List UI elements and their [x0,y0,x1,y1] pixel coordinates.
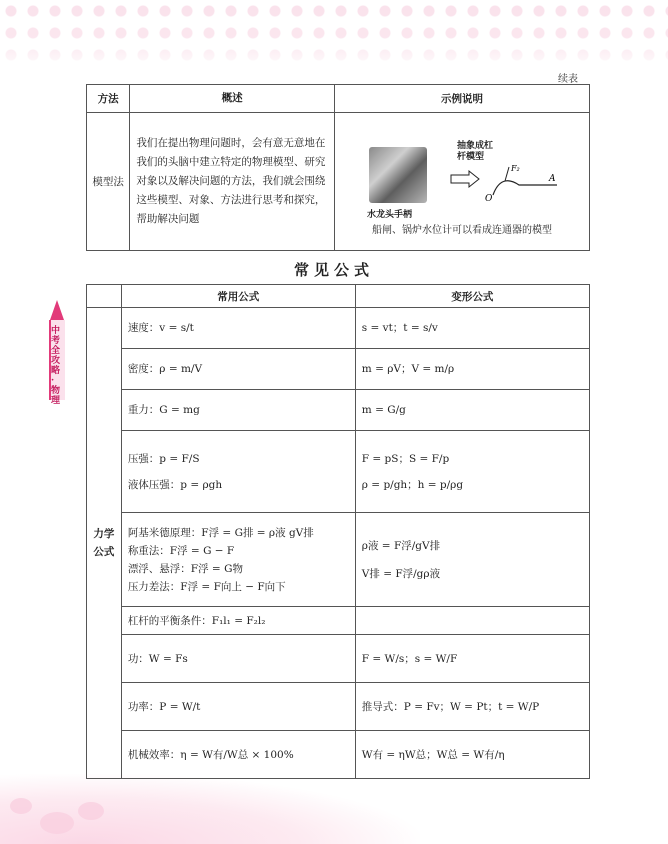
category-cell [87,308,122,779]
formula-cell [355,308,589,349]
method-description: 我们在提出物理问题时，会有意无意地在我们的头脑中建立特定的物理模型、研究对象以及解决问题的方法，我们就会围绕这些模型、对象、方法进行思考和探究，帮助解决问题 [130,113,335,251]
faucet-photo [369,147,427,203]
point-o: O [484,193,493,203]
table-row [87,607,590,635]
decorative-petal [78,802,104,820]
formula-text: F = W/s；s = W/F [361,652,458,665]
header-category [87,285,122,308]
formula-text: 压力差法：F浮 = F向上 − F向下 [127,580,286,593]
lever-curve [493,180,557,194]
side-tab-triangle [50,300,64,320]
faucet-label: 水龙头手柄 [366,209,412,220]
example-figure [347,133,577,236]
formula-text: ρ液 = F浮/gV排 [361,539,441,552]
formula-text: 功率：P = W/t [127,700,201,713]
formula-cell [121,731,355,779]
formula-text: W有 = ηW总；W总 = W有/η [361,748,505,761]
example-cell [334,113,589,251]
formula-cell [121,635,355,683]
decorative-petal [10,798,32,814]
decorative-flower-corner [0,774,420,844]
method-name: 模型法 [87,113,130,251]
table-row [87,513,590,607]
formula-text: 杠杆的平衡条件：F₁l₁ = F₂l₂ [127,614,266,627]
formula-text: s = vt；t = s/v [361,322,438,334]
formula-cell [121,513,355,607]
lever-model-label: 抽象成杠杆模型 [456,140,493,162]
formula-cell [355,607,589,635]
point-f2: F₂ [510,163,520,173]
formula-text: 称重法：F浮 = G − F [127,544,235,557]
header-derived-formula: 变形公式 [355,285,589,308]
formula-cell [355,683,589,731]
table-row [87,635,590,683]
table-row [87,731,590,779]
formula-cell [121,431,355,513]
formula-cell [355,635,589,683]
formula-table [86,284,590,779]
formula-text: 液体压强：p = ρgh [127,478,223,491]
formula-text: m = ρV；V = m/ρ [361,363,455,375]
methods-table-header-row [87,85,590,113]
section-title: 常见公式 [293,261,374,279]
side-tab-text: 中考全攻略·物理 [51,326,61,406]
methods-table [86,84,590,251]
formula-cell [355,731,589,779]
formula-text: 功：W = Fs [127,652,188,665]
formula-text: 密度：ρ = m/V [127,363,203,375]
formula-cell [355,390,589,431]
formula-text: V排 = F浮/gρ液 [361,567,441,580]
formula-text: 重力：G = mg [127,404,200,416]
table-row [87,349,590,390]
formula-cell [121,390,355,431]
force-arrow [505,167,509,181]
formula-text: m = G/g [361,404,406,416]
lever-model-diagram [449,163,569,203]
formula-text: F = pS；S = F/p [361,452,450,465]
example-caption: 船闸、锅炉水位计可以看成连通器的模型 [371,224,552,236]
category-label: 力学公式 [93,528,115,558]
table-row [87,390,590,431]
header-common-formula: 常用公式 [121,285,355,308]
formula-table-header-row [87,285,590,308]
point-a: A [548,173,556,184]
formula-cell [121,607,355,635]
decorative-petal [40,812,74,834]
table-row [87,113,590,251]
header-description: 概述 [130,85,335,113]
formula-text: 压强：p = F/S [127,452,200,465]
table-row [87,431,590,513]
header-example: 示例说明 [334,85,589,113]
header-method: 方法 [87,85,130,113]
formula-cell [121,349,355,390]
formula-text: 推导式：P = Fv；W = Pt；t = W/P [361,700,540,713]
formula-text: 机械效率：η = W有/W总 × 100% [127,748,294,761]
formula-cell [355,513,589,607]
continued-label: 续表 [558,74,578,85]
arrow-icon [451,171,479,187]
formula-text: ρ = p/gh；h = p/ρg [361,478,464,491]
formula-cell [355,349,589,390]
formula-cell [355,431,589,513]
formula-text: 速度：v = s/t [127,322,194,334]
formula-cell [121,683,355,731]
table-row [87,308,590,349]
table-row [87,683,590,731]
formula-text: 漂浮、悬浮：F浮 = G物 [127,562,243,575]
formula-text: 阿基米德原理：F浮 = G排 = ρ液 gV排 [127,526,314,539]
formula-cell [121,308,355,349]
decorative-fade [0,0,668,72]
